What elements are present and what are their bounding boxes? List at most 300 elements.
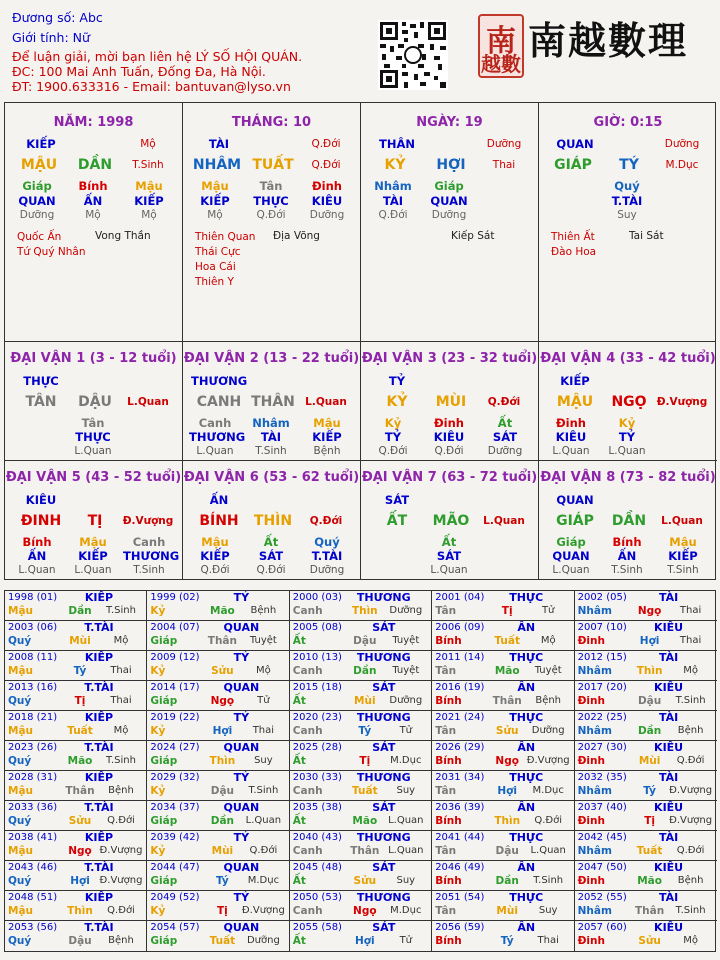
year-truong-sinh: T.Sinh bbox=[533, 875, 564, 886]
year-star: SÁT bbox=[372, 741, 396, 754]
year-label: 2016 (19) bbox=[435, 682, 485, 693]
year-truong-sinh: Dưỡng bbox=[389, 605, 423, 616]
year-label: 2022 (25) bbox=[577, 712, 627, 723]
year-truong-sinh: L.Quan bbox=[245, 815, 282, 826]
year-star: T.TÀI bbox=[84, 921, 114, 934]
year-truong-sinh: Mộ bbox=[113, 725, 129, 736]
year-star: T.TÀI bbox=[84, 741, 114, 754]
hidden-luc: T.Sinh bbox=[255, 445, 287, 457]
year-truong-sinh: T.Sinh bbox=[675, 695, 706, 706]
year-cell bbox=[147, 861, 289, 891]
year-can: Ất bbox=[292, 635, 306, 647]
year-cell bbox=[290, 861, 432, 891]
year-truong-sinh: Q.Đới bbox=[107, 815, 135, 826]
year-cell bbox=[5, 801, 147, 831]
year-label: 2019 (22) bbox=[150, 712, 200, 723]
dai-van-title: ĐẠI VẬN 5 (43 - 52 tuổi) bbox=[5, 470, 182, 485]
year-chi: Dần bbox=[68, 605, 92, 617]
year-can: Bính bbox=[435, 695, 462, 707]
year-label: 2010 (13) bbox=[292, 652, 342, 663]
year-can: Giáp bbox=[150, 935, 178, 947]
dai-van-chi: THÌN bbox=[253, 513, 293, 529]
year-label: 2013 (16) bbox=[8, 682, 58, 693]
year-cell bbox=[575, 891, 717, 921]
hidden-luc: T.Sinh bbox=[133, 564, 165, 576]
hidden-luc: Dưỡng bbox=[19, 209, 55, 221]
than-sat-right: Tai Sát bbox=[629, 230, 664, 242]
year-can: Nhâm bbox=[577, 605, 612, 617]
year-cell bbox=[575, 621, 717, 651]
year-can: Canh bbox=[292, 845, 323, 857]
pillar-top-star: KIẾP bbox=[26, 137, 56, 151]
year-chi: Mùi bbox=[69, 635, 91, 647]
year-star: ẤN bbox=[517, 801, 536, 814]
hidden-can: Đinh bbox=[556, 416, 586, 430]
year-star: KIÊU bbox=[654, 861, 684, 874]
dai-van-3 bbox=[361, 342, 539, 461]
than-sat-left: Hoa Cái bbox=[195, 261, 236, 273]
header bbox=[0, 0, 720, 100]
year-chi: Ngọ bbox=[353, 905, 377, 917]
hidden-can: Nhâm bbox=[374, 179, 412, 193]
year-cell bbox=[290, 741, 432, 771]
year-cell bbox=[290, 891, 432, 921]
year-chi: Tuất bbox=[67, 725, 93, 737]
hidden-can: Giáp bbox=[434, 179, 464, 193]
year-label: 2035 (38) bbox=[292, 802, 342, 813]
year-cell bbox=[5, 921, 147, 951]
hidden-star: THỰC bbox=[75, 430, 111, 444]
year-can: Giáp bbox=[150, 695, 178, 707]
year-cell bbox=[290, 711, 432, 741]
year-label: 2007 (10) bbox=[577, 622, 627, 633]
year-can: Canh bbox=[292, 665, 323, 677]
hidden-star: THƯƠNG bbox=[123, 549, 180, 563]
year-chi: Dần bbox=[495, 875, 519, 887]
year-truong-sinh: Suy bbox=[396, 875, 416, 886]
year-star: SÁT bbox=[372, 801, 396, 814]
hidden-star: KIẾP bbox=[78, 549, 108, 563]
year-can: Nhâm bbox=[577, 665, 612, 677]
hidden-star: KIÊU bbox=[433, 430, 465, 444]
year-star: T.TÀI bbox=[84, 621, 114, 634]
year-star: QUAN bbox=[223, 621, 260, 634]
year-label: 2028 (31) bbox=[8, 772, 58, 783]
hidden-luc: Dưỡng bbox=[309, 564, 345, 576]
year-cell bbox=[5, 711, 147, 741]
hidden-luc: L.Quan bbox=[18, 564, 56, 576]
year-truong-sinh: Tử bbox=[399, 935, 413, 946]
hidden-luc: Mộ bbox=[207, 209, 223, 221]
year-can: Quý bbox=[8, 815, 32, 827]
than-sat-right: Kiếp Sát bbox=[451, 230, 495, 242]
year-chi: Dậu bbox=[210, 785, 235, 797]
year-can: Bính bbox=[435, 755, 462, 767]
hidden-luc: Dưỡng bbox=[431, 209, 467, 221]
pillar-can: NHÂM bbox=[192, 157, 242, 173]
year-label: 2000 (03) bbox=[292, 592, 342, 603]
year-chi: Sửu bbox=[353, 875, 377, 887]
year-cell bbox=[575, 921, 717, 951]
year-truong-sinh: Mộ bbox=[540, 635, 556, 646]
hidden-star: THỰC bbox=[253, 194, 289, 208]
year-cell bbox=[5, 891, 147, 921]
dai-van-can: KỶ bbox=[386, 394, 408, 410]
year-truong-sinh: L.Quan bbox=[388, 845, 424, 856]
than-sat-right: Vong Thần bbox=[95, 230, 151, 242]
year-label: 2001 (04) bbox=[435, 592, 485, 603]
hidden-star: KIÊU bbox=[555, 430, 587, 444]
hidden-star: TÀI bbox=[260, 430, 282, 444]
year-label: 2014 (17) bbox=[150, 682, 200, 693]
year-chi: Thân bbox=[350, 845, 380, 857]
pillar-top-right: Dưỡng bbox=[664, 138, 700, 150]
year-star: TỶ bbox=[233, 651, 250, 664]
year-label: 2055 (58) bbox=[292, 922, 342, 933]
hidden-can: Kỷ bbox=[384, 416, 402, 430]
year-chi: Sửu bbox=[495, 725, 519, 737]
year-chi: Dậu bbox=[637, 695, 662, 707]
year-label: 2029 (32) bbox=[150, 772, 200, 783]
year-chi: Thìn bbox=[636, 665, 663, 677]
dai-van-5 bbox=[5, 461, 183, 580]
year-truong-sinh: T.Sinh bbox=[106, 605, 136, 616]
hidden-star: ẤN bbox=[83, 194, 103, 208]
year-cell bbox=[147, 591, 289, 621]
hidden-luc: Mộ bbox=[141, 209, 157, 221]
dai-van-8 bbox=[539, 461, 717, 580]
year-can: Ất bbox=[292, 875, 306, 887]
year-cell bbox=[575, 831, 717, 861]
dai-van-chi: TỊ bbox=[87, 513, 103, 529]
hidden-luc: L.Quan bbox=[552, 564, 590, 576]
year-star: THƯƠNG bbox=[356, 591, 411, 604]
year-chi: Ngọ bbox=[495, 755, 519, 767]
year-chi: Ngọ bbox=[210, 695, 235, 707]
year-label: 2008 (11) bbox=[8, 652, 58, 663]
address: ĐC: 100 Mai Anh Tuấn, Đống Đa, Hà Nội. bbox=[12, 64, 266, 79]
year-star: KIẾP bbox=[84, 891, 114, 904]
year-cell bbox=[147, 831, 289, 861]
year-truong-sinh: Đ.Vượng bbox=[669, 785, 713, 796]
annual-luck-table bbox=[4, 590, 716, 952]
year-truong-sinh: Dưỡng bbox=[389, 695, 423, 706]
year-can: Mậu bbox=[8, 725, 34, 737]
year-star: THỰC bbox=[509, 831, 544, 844]
year-star: KIÊU bbox=[654, 681, 684, 694]
year-truong-sinh: Tuyệt bbox=[392, 665, 420, 676]
year-can: Đinh bbox=[577, 935, 605, 947]
hidden-star: T.TÀI bbox=[611, 194, 643, 208]
year-can: Bính bbox=[435, 815, 462, 827]
dai-van-title: ĐẠI VẬN 6 (53 - 62 tuổi) bbox=[183, 470, 360, 485]
dai-van-title: ĐẠI VẬN 4 (33 - 42 tuổi) bbox=[540, 351, 716, 366]
pillar-chi: HỢI bbox=[436, 157, 466, 173]
year-chi: Thìn bbox=[67, 905, 93, 917]
hidden-star: ẤN bbox=[27, 549, 47, 563]
year-star: THỰC bbox=[509, 651, 544, 664]
hidden-can: Giáp bbox=[556, 535, 586, 549]
year-chi: Ngọ bbox=[637, 605, 662, 617]
hidden-can: Tân bbox=[259, 179, 283, 193]
year-chi: Thìn bbox=[494, 815, 521, 827]
year-star: SÁT bbox=[372, 861, 396, 874]
year-cell bbox=[147, 921, 289, 951]
year-star: THỰC bbox=[509, 711, 544, 724]
year-truong-sinh: Q.Đới bbox=[534, 815, 563, 826]
qr-code-icon bbox=[378, 20, 448, 90]
year-chi: Mùi bbox=[496, 905, 518, 917]
year-chi: Mùi bbox=[638, 755, 661, 767]
year-star: KIẾP bbox=[84, 711, 114, 724]
year-star: THỰC bbox=[509, 771, 544, 784]
hidden-luc: T.Sinh bbox=[611, 564, 643, 576]
year-cell bbox=[290, 621, 432, 651]
year-label: 2044 (47) bbox=[150, 862, 200, 873]
year-label: 2024 (27) bbox=[150, 742, 200, 753]
year-cell bbox=[5, 831, 147, 861]
than-sat-left: Quốc Ấn bbox=[17, 231, 62, 243]
dai-van-6 bbox=[183, 461, 361, 580]
hidden-luc: Q.Đới bbox=[378, 445, 408, 457]
hidden-can: Ất bbox=[497, 416, 513, 430]
pillar-top-right: Mộ bbox=[140, 138, 156, 150]
year-chi: Mùi bbox=[211, 845, 234, 857]
hidden-can: Canh bbox=[198, 416, 232, 430]
year-truong-sinh: T.Sinh bbox=[106, 755, 136, 766]
year-chi: Tuất bbox=[494, 635, 520, 647]
hidden-can: Mậu bbox=[201, 179, 229, 193]
year-cell bbox=[5, 651, 147, 681]
year-can: Ất bbox=[292, 935, 306, 947]
year-truong-sinh: Suy bbox=[396, 785, 416, 796]
pillar-can: MẬU bbox=[20, 157, 58, 173]
year-star: ẤN bbox=[517, 861, 536, 874]
hidden-star: TỶ bbox=[384, 430, 402, 444]
dai-van-4 bbox=[539, 342, 717, 461]
hidden-star: THƯƠNG bbox=[189, 430, 246, 444]
year-truong-sinh: Đ.Vượng bbox=[241, 905, 285, 916]
dai-van-table bbox=[4, 342, 716, 580]
than-sat-left: Thiên Y bbox=[195, 276, 234, 288]
year-chi: Tị bbox=[74, 695, 86, 707]
year-chi: Tị bbox=[501, 605, 513, 617]
year-chi: Tý bbox=[73, 665, 87, 677]
year-can: Nhâm bbox=[577, 725, 612, 737]
year-chi: Dậu bbox=[68, 935, 92, 947]
hidden-star: KIẾP bbox=[200, 549, 230, 563]
year-cell bbox=[290, 591, 432, 621]
hidden-can: Mậu bbox=[201, 535, 229, 549]
year-can: Quý bbox=[8, 755, 32, 767]
year-chi: Thìn bbox=[351, 605, 378, 617]
year-label: 2027 (30) bbox=[577, 742, 627, 753]
year-chi: Tuất bbox=[209, 935, 236, 947]
hidden-luc: Bệnh bbox=[313, 445, 341, 457]
year-star: QUAN bbox=[223, 861, 260, 874]
four-pillars-table bbox=[4, 102, 716, 342]
hidden-luc: Dưỡng bbox=[309, 209, 345, 221]
year-label: 2026 (29) bbox=[435, 742, 485, 753]
year-label: 2003 (06) bbox=[8, 622, 58, 633]
year-label: 2030 (33) bbox=[292, 772, 342, 783]
year-truong-sinh: Tử bbox=[257, 695, 270, 706]
year-can: Ất bbox=[292, 755, 306, 767]
year-truong-sinh: M.Dục bbox=[390, 755, 422, 766]
pillar-2 bbox=[361, 103, 539, 341]
year-can: Canh bbox=[292, 905, 323, 917]
year-cell bbox=[432, 741, 574, 771]
year-can: Giáp bbox=[150, 815, 178, 827]
pillar-title: GIỜ: 0:15 bbox=[593, 115, 663, 130]
year-label: 2053 (56) bbox=[8, 922, 58, 933]
year-chi: Sửu bbox=[638, 935, 661, 947]
year-can: Kỷ bbox=[150, 605, 166, 617]
year-label: 2041 (44) bbox=[435, 832, 485, 843]
dai-van-chi: THÂN bbox=[251, 394, 295, 410]
year-cell bbox=[290, 771, 432, 801]
year-chi: Hợi bbox=[354, 935, 375, 947]
year-chi: Dậu bbox=[353, 635, 377, 647]
than-sat-left: Tứ Quý Nhân bbox=[17, 246, 86, 258]
pillar-can: GIÁP bbox=[554, 157, 592, 173]
dai-van-title: ĐẠI VẬN 2 (13 - 22 tuổi) bbox=[183, 351, 360, 366]
phone-email: ĐT: 1900.633316 - Email: bantuvan@lyso.vn bbox=[12, 79, 291, 94]
year-truong-sinh: Tử bbox=[399, 725, 413, 736]
year-can: Quý bbox=[8, 875, 32, 887]
year-can: Mậu bbox=[8, 605, 34, 617]
year-label: 2009 (12) bbox=[150, 652, 200, 663]
year-star: SÁT bbox=[372, 921, 396, 934]
year-truong-sinh: Đ.Vượng bbox=[99, 845, 143, 856]
year-truong-sinh: Q.Đới bbox=[107, 905, 135, 916]
year-chi: Tị bbox=[217, 905, 228, 917]
pillar-right-mid: T.Sinh bbox=[132, 159, 164, 171]
year-cell bbox=[432, 591, 574, 621]
hidden-can: Canh bbox=[132, 535, 166, 549]
hidden-star: QUAN bbox=[18, 194, 56, 208]
year-chi: Sửu bbox=[211, 665, 234, 677]
year-truong-sinh: M.Dục bbox=[247, 875, 280, 886]
year-cell bbox=[432, 891, 574, 921]
year-chi: Thân bbox=[207, 635, 237, 647]
year-can: Đinh bbox=[577, 635, 605, 647]
year-can: Quý bbox=[8, 635, 32, 647]
dai-van-chi: NGỌ bbox=[611, 394, 647, 410]
year-label: 2012 (15) bbox=[577, 652, 627, 663]
year-chi: Dần bbox=[210, 815, 235, 827]
year-can: Mậu bbox=[8, 845, 34, 857]
year-cell bbox=[432, 621, 574, 651]
year-label: 2039 (42) bbox=[150, 832, 200, 843]
year-chi: Mão bbox=[210, 605, 235, 617]
year-chi: Dần bbox=[353, 665, 377, 677]
year-truong-sinh: Bệnh bbox=[677, 875, 704, 886]
year-chi: Hợi bbox=[70, 875, 90, 887]
year-chi: Dậu bbox=[495, 845, 519, 857]
hidden-star: KIÊU bbox=[311, 194, 343, 208]
hidden-can: Ất bbox=[263, 535, 279, 549]
hidden-can: Quý bbox=[614, 179, 640, 193]
year-cell bbox=[432, 651, 574, 681]
year-star: THƯƠNG bbox=[356, 771, 411, 784]
year-star: TỶ bbox=[233, 891, 250, 904]
year-cell bbox=[147, 681, 289, 711]
year-star: T.TÀI bbox=[84, 681, 114, 694]
hidden-can: Đinh bbox=[434, 416, 464, 430]
year-label: 2031 (34) bbox=[435, 772, 485, 783]
dai-van-right: Q.Đới bbox=[309, 515, 343, 527]
year-can: Canh bbox=[292, 605, 323, 617]
pillar-1 bbox=[183, 103, 361, 341]
year-label: 2052 (55) bbox=[577, 892, 627, 903]
year-can: Tân bbox=[435, 905, 457, 917]
pillar-right-mid: Q.Đới bbox=[311, 159, 341, 171]
dai-van-right: Đ.Vượng bbox=[122, 515, 174, 527]
year-can: Quý bbox=[8, 935, 32, 947]
year-cell bbox=[432, 681, 574, 711]
year-cell bbox=[147, 651, 289, 681]
year-truong-sinh: Thai bbox=[110, 695, 132, 706]
year-truong-sinh: T.Sinh bbox=[675, 905, 706, 916]
hidden-luc: Mộ bbox=[85, 209, 101, 221]
year-star: KIẾP bbox=[84, 771, 114, 784]
dai-van-chi: MÙI bbox=[435, 394, 467, 410]
year-star: T.TÀI bbox=[84, 861, 114, 874]
year-chi: Thân bbox=[634, 905, 665, 917]
dai-van-2 bbox=[183, 342, 361, 461]
year-star: THƯƠNG bbox=[356, 831, 411, 844]
hidden-star: KIẾP bbox=[200, 194, 230, 208]
year-truong-sinh: Suy bbox=[538, 905, 558, 916]
hidden-luc: L.Quan bbox=[430, 564, 468, 576]
hidden-can: Mậu bbox=[669, 535, 697, 549]
year-cell bbox=[147, 771, 289, 801]
year-can: Mậu bbox=[8, 785, 34, 797]
year-star: KIÊU bbox=[654, 921, 684, 934]
year-star: TÀI bbox=[658, 831, 679, 844]
year-cell bbox=[432, 711, 574, 741]
year-cell bbox=[432, 921, 574, 951]
year-cell bbox=[575, 741, 717, 771]
dai-van-7 bbox=[361, 461, 539, 580]
pillar-chi: TUẤT bbox=[252, 157, 294, 173]
dai-van-right: L.Quan bbox=[305, 396, 347, 408]
year-can: Đinh bbox=[577, 815, 605, 827]
year-label: 2040 (43) bbox=[292, 832, 342, 843]
year-chi: Tý bbox=[358, 725, 372, 737]
year-star: TỶ bbox=[233, 711, 250, 724]
year-cell bbox=[432, 831, 574, 861]
year-can: Giáp bbox=[150, 755, 178, 767]
year-star: KIÊU bbox=[654, 621, 684, 634]
hidden-can: Bính bbox=[612, 535, 642, 549]
year-chi: Tý bbox=[643, 785, 656, 797]
hidden-can: Đinh bbox=[312, 179, 342, 193]
year-truong-sinh: M.Dục bbox=[390, 905, 422, 916]
year-star: THƯƠNG bbox=[356, 891, 411, 904]
year-cell bbox=[575, 801, 717, 831]
dai-van-1 bbox=[5, 342, 183, 461]
hidden-star: SÁT bbox=[258, 549, 284, 563]
year-cell bbox=[290, 801, 432, 831]
hidden-star: SÁT bbox=[492, 430, 518, 444]
hidden-luc: L.Quan bbox=[74, 564, 112, 576]
year-star: ẤN bbox=[517, 741, 536, 754]
year-can: Kỷ bbox=[150, 665, 166, 677]
dai-van-can: MẬU bbox=[556, 394, 594, 410]
year-cell bbox=[575, 651, 717, 681]
